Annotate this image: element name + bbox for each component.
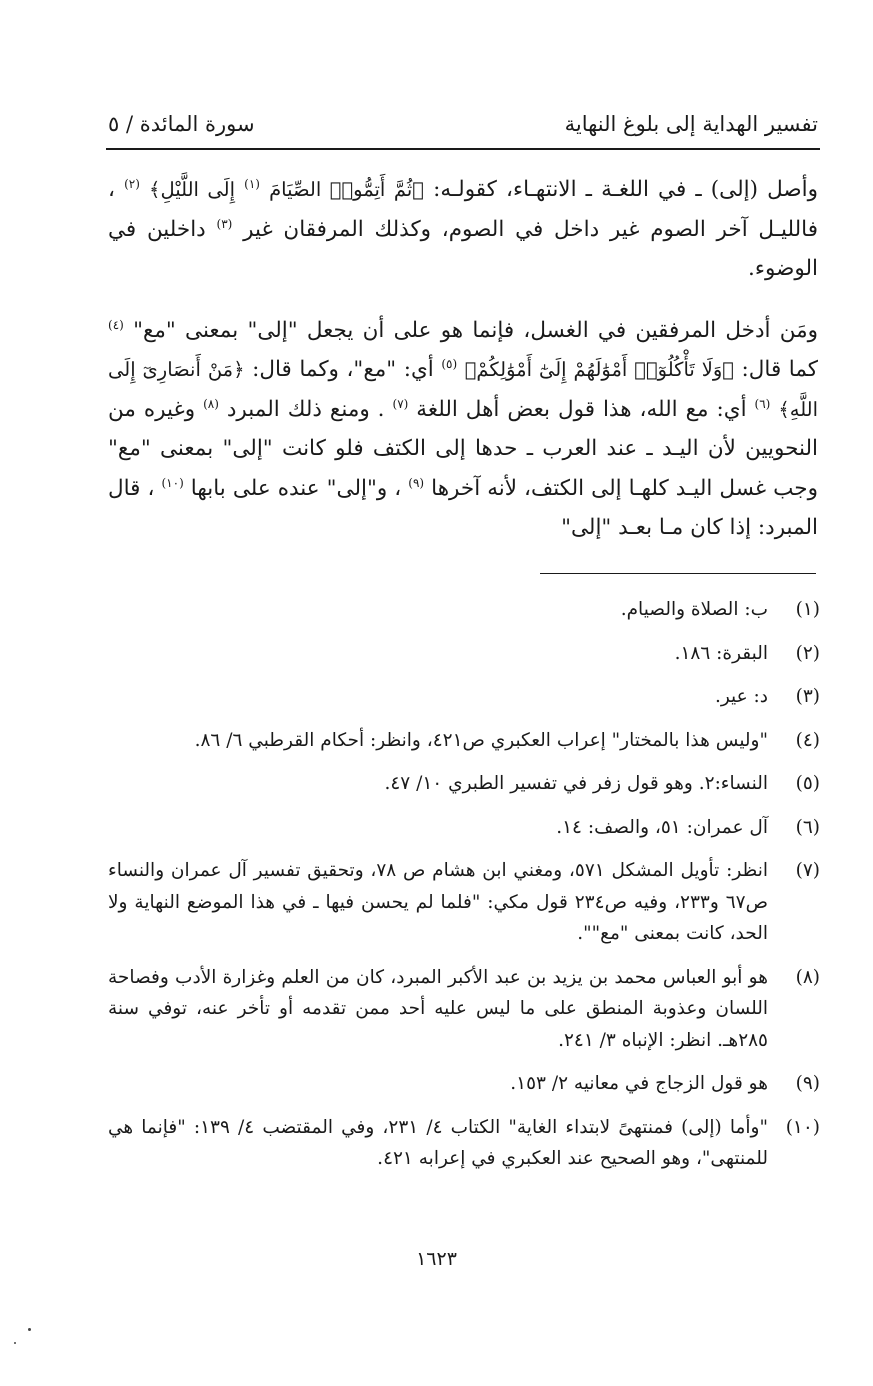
footnote xyxy=(108,1068,820,1100)
footnote-ref: (١) xyxy=(244,176,260,191)
footnote xyxy=(108,855,820,950)
footnote xyxy=(108,1112,820,1175)
footnote-text: البقرة: ١٨٦. xyxy=(674,642,768,664)
text-run: ، قال المبرد: إذا كان مـا بعـد "إلى" xyxy=(108,475,818,540)
footnote-text: هو قول الزجاج في معانيه ٢/ ١٥٣. xyxy=(510,1073,768,1094)
text-run: داخلين في الوضوء. xyxy=(108,216,818,281)
footnote-ref: (٣) xyxy=(216,216,233,231)
text-run: . ومنع ذلك المبرد xyxy=(226,396,385,422)
footnote-ref: (٦) xyxy=(754,396,771,411)
footnote-ref: (٩) xyxy=(408,475,425,490)
quran-verse: ﴿وَلَا تَأْكُلُوٓا۟ أَمْوَٰلَهُمْ إِلَىٰٓ أَمْوَٰلِكُمْ﴾ xyxy=(464,358,734,381)
footnote-number: (٣) xyxy=(795,686,820,707)
text-run: ، و"إلى" عنده على بابها xyxy=(190,475,402,501)
paragraph-1 xyxy=(108,170,818,289)
footnote xyxy=(108,594,820,626)
main-text xyxy=(108,170,818,548)
footnote-number: (٩) xyxy=(795,1073,820,1094)
page-number: ١٦٢٣ xyxy=(416,1248,457,1270)
text-run: أي: "مع"، وكما قال: xyxy=(244,357,434,382)
footnote-ref: (٨) xyxy=(203,396,219,411)
footnote-number: (٥) xyxy=(795,773,820,794)
footnote xyxy=(108,812,820,844)
text-run: أي: مع الله، هذا قول بعض أهل اللغة xyxy=(416,396,747,422)
footnote-ref: (١٠) xyxy=(161,475,184,490)
header-divider xyxy=(106,148,820,150)
quran-verse: ﴿مَنْ أَنصَارِىٓ إِلَى اللَّهِ﴾ xyxy=(108,358,819,421)
scan-speck xyxy=(14,1342,16,1344)
footnote-ref: (٤) xyxy=(108,317,124,332)
footnote-text: هو أبو العباس محمد بن يزيد بن عبد الأكبر المبرد، كان من العلم وغزارة الأدب وفصاحة اللسان وعذوبة المنطق على ما ليس عليه أحد ممن تقدمه أو تأخر عنه، توفي سنة ٢٨٥هـ. انظر: الإنباه ٣/ ٢٤١. xyxy=(108,966,768,1051)
text-run: وغيره من النحويين لأن اليـد ـ عند العرب ـ حدها إلى الكتف فلو كانت "إلى" بمعنى "مع" وجب غسل اليـد كلهـا إلى الكتف، لأنه آخرها xyxy=(108,396,818,501)
footnote-number: (٢) xyxy=(795,642,820,664)
footnote-text: "وأما (إلى) فمنتهىً لابتداء الغاية" الكتاب ٤/ ٢٣١، وفي المقتضب ٤/ ١٣٩: "فإنما هي للمنتهى"، وهو الصحيح عند العكبري في إعرابه ٤٢١. xyxy=(108,1116,768,1169)
text-run: وأصل (إلى) ـ في اللغـة ـ الانتهـاء، كقولـه: xyxy=(423,177,818,202)
footnote-number: (٧) xyxy=(795,860,820,881)
footnote-text: النساء:٢. وهو قول زفر في تفسير الطبري ١٠/ ٤٧. xyxy=(384,773,768,794)
scan-speck xyxy=(28,1328,31,1331)
footnote xyxy=(108,638,820,670)
footnote-ref: (٥) xyxy=(441,356,458,371)
text-run: ومَن أدخل المرفقين في الغسل، فإنما هو على أن يجعل "إلى" بمعنى "مع" xyxy=(133,317,818,343)
footnote-text: آل عمران: ٥١، والصف: ١٤. xyxy=(556,816,768,838)
footnote-text: ب: الصلاة والصيام. xyxy=(620,599,768,620)
footnote-number: (٦) xyxy=(795,816,820,838)
quran-verse: ﴿ثُمَّ أَتِمُّوا۟ الصِّيَامَ xyxy=(269,178,424,201)
footnote-number: (٨) xyxy=(795,966,820,988)
footnote xyxy=(108,681,820,713)
footnote-ref: (٧) xyxy=(392,396,409,411)
running-header xyxy=(108,112,818,146)
text-run: كما قال: xyxy=(734,357,819,382)
footnote xyxy=(108,962,820,1057)
footnote xyxy=(108,725,820,757)
footnote-number: (١) xyxy=(795,599,820,620)
footnotes-list xyxy=(108,594,820,1187)
quran-verse: إِلَى اللَّيْلِ﴾ xyxy=(149,178,236,201)
footnote-text: "وليس هذا بالمختار" إعراب العكبري ص٤٢١، وانظر: أحكام القرطبي ٦/ ٨٦. xyxy=(194,729,768,751)
footnote-divider xyxy=(540,573,816,574)
footnote-number: (٤) xyxy=(795,729,820,751)
book-title: تفسير الهداية إلى بلوغ النهاية xyxy=(564,112,818,136)
footnote xyxy=(108,768,820,800)
footnote-text: د: عير. xyxy=(714,686,768,707)
footnote-ref: (٢) xyxy=(124,176,140,191)
footnote-number: (١٠) xyxy=(785,1116,820,1138)
paragraph-2 xyxy=(108,311,818,548)
surah-section: سورة المائدة / ٥ xyxy=(108,112,255,136)
footnote-text: انظر: تأويل المشكل ٥٧١، ومغني ابن هشام ص ٧٨، وتحقيق تفسير آل عمران والنساء ص٦٧ و٢٣٣، وفيه ص٢٣٤ قول مكي: "فلما لم يحسن فيها ـ في هذا الموضع النهاية ولا الحد، كانت بمعنى "مع"". xyxy=(108,860,768,944)
text-run: ، فالليـل آخر الصوم غير داخل في الصوم، وكذلك المرفقان غير xyxy=(108,177,818,242)
